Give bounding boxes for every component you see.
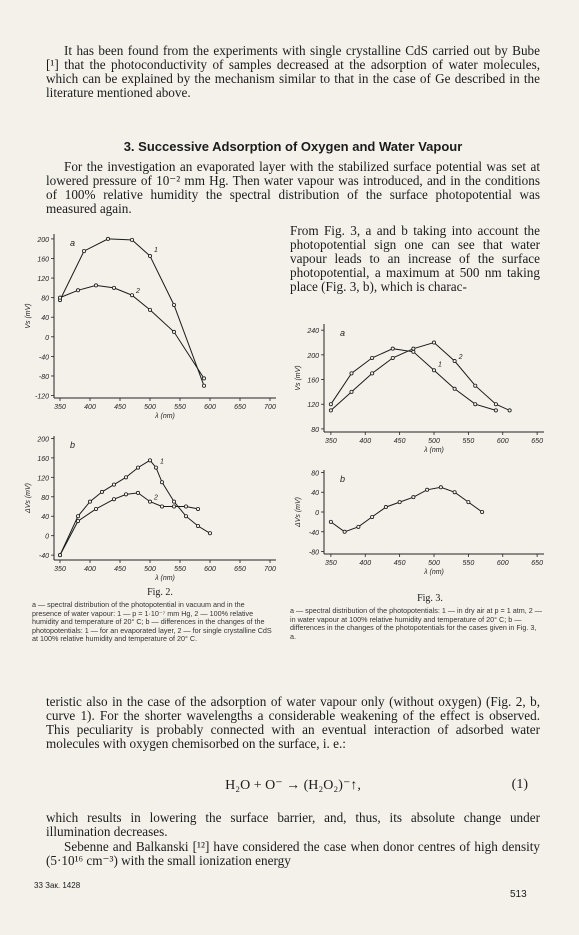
data-point (58, 554, 61, 557)
x-tick-label: 350 (54, 404, 66, 411)
data-point (100, 490, 103, 493)
data-point (439, 486, 442, 489)
fig3b-chart (295, 470, 544, 576)
fig3a-chart (295, 324, 544, 454)
y-tick-label: 40 (41, 315, 49, 323)
data-point (184, 515, 187, 518)
data-point (136, 491, 139, 494)
y-tick-label: -120 (34, 393, 49, 401)
data-point (88, 500, 91, 503)
x-tick-label: 400 (84, 566, 96, 573)
data-point (432, 369, 435, 372)
x-tick-label: 700 (264, 404, 276, 411)
data-point (474, 403, 477, 406)
y-axis-label: ΔVs (mV) (25, 483, 32, 513)
y-tick-label: 0 (45, 533, 49, 541)
x-tick-label: 550 (462, 438, 475, 445)
x-tick-label: 650 (234, 404, 246, 411)
series-label: 1 (154, 247, 158, 255)
series-label: 2 (458, 354, 463, 362)
x-tick-label: 450 (114, 404, 126, 411)
data-point (94, 507, 97, 510)
series-line (331, 349, 496, 411)
data-point (76, 289, 79, 292)
data-point (172, 500, 175, 503)
y-axis-label: ΔVs (mV) (295, 497, 302, 527)
fig2-caption: a — spectral distribution of the photopotential in vacuum and in the presence of water vapour: 1 — p = 1·10⁻⁷ mm Hg, 2 — 100% relative humidity and temperature of 20° C; b — differences in the changes of the photopotentials: 1 — for an evaporated layer, 2 — for single crystalline CdS at 100% relative humidity and temperature of 20° C. (32, 600, 272, 644)
x-tick-label: 400 (84, 404, 96, 411)
x-tick-label: 350 (54, 566, 66, 573)
paragraph-characteristic: teristic also in the case of the adsorption of water vapour only (without oxygen) (Fig. 2, b, curve 1). For the shorter wavelengths a considerable weakening of the effect is observed. This peculiarity is probably connected with an eventual interaction of adsorbed water molecules with oxygen chemisorbed on the surface, i. e.: (46, 694, 540, 751)
data-point (202, 384, 205, 387)
x-tick-label: 650 (531, 438, 543, 445)
section-heading: 3. Successive Adsorption of Oxygen and Water Vapour (123, 139, 463, 154)
data-point (391, 347, 394, 350)
data-point (350, 372, 353, 375)
y-tick-label: 40 (311, 490, 319, 498)
data-point (184, 505, 187, 508)
series-line (60, 285, 204, 378)
x-tick-label: 650 (234, 566, 246, 573)
x-axis-label: λ (nm) (155, 575, 175, 582)
y-tick-label: -40 (38, 553, 49, 561)
data-point (508, 409, 511, 412)
data-point (329, 520, 332, 523)
page-number: 513 (510, 889, 527, 900)
x-axis-label: λ (nm) (424, 569, 444, 576)
data-point (494, 403, 497, 406)
data-point (154, 466, 157, 469)
data-point (106, 237, 109, 240)
data-point (481, 510, 484, 513)
data-point (196, 507, 199, 510)
panel-label: a (340, 328, 346, 338)
y-tick-label: 160 (37, 455, 49, 463)
x-tick-label: 500 (428, 560, 440, 567)
series-label: 2 (136, 288, 140, 296)
fig2a-chart (25, 234, 276, 420)
y-tick-label: -80 (38, 373, 49, 381)
data-point (112, 483, 115, 486)
paragraph-wrap-right: From Fig. 3, a and b taking into account the photopotential sign one can see that water vapour leads to an increase of the surface photopotential, a maximum at 500 nm taking place (Fig. 3, b), which is charac- (290, 223, 540, 294)
data-point (208, 532, 211, 535)
data-point (148, 459, 151, 462)
data-point (453, 387, 456, 390)
panel-label: b (340, 474, 346, 484)
data-point (371, 356, 374, 359)
data-point (76, 515, 79, 518)
x-tick-label: 400 (359, 560, 372, 567)
x-tick-label: 500 (144, 404, 156, 411)
y-tick-label: 80 (41, 494, 49, 502)
data-point (371, 515, 374, 518)
data-point (136, 466, 139, 469)
y-tick-label: 0 (45, 334, 49, 342)
data-point (202, 377, 205, 380)
x-tick-label: 550 (174, 566, 186, 573)
x-tick-label: 600 (204, 566, 216, 573)
y-tick-label: 120 (37, 475, 49, 483)
y-tick-label: 0 (315, 510, 319, 517)
data-point (94, 284, 97, 287)
data-point (474, 384, 477, 387)
data-point (148, 254, 151, 257)
x-tick-label: 500 (144, 566, 156, 573)
x-tick-label: 550 (174, 404, 186, 411)
y-tick-label: 40 (41, 514, 49, 522)
y-tick-label: 80 (311, 426, 319, 434)
data-point (196, 524, 199, 527)
y-tick-label: 80 (41, 295, 49, 303)
y-tick-label: -40 (308, 529, 319, 537)
y-axis-label: Vs (mV) (25, 303, 32, 329)
data-point (160, 505, 163, 508)
print-order-mark: 33 Зак. 1428 (34, 881, 81, 890)
data-point (112, 286, 115, 289)
x-tick-label: 600 (496, 438, 509, 445)
equation-number: (1) (511, 777, 528, 792)
x-tick-label: 600 (204, 404, 216, 411)
paragraph-sebenne: Sebenne and Balkanski [¹²] have considered the case when donor centres of high density (5·10¹⁶ cm⁻³) with the small ionization energy (46, 839, 540, 868)
x-tick-label: 450 (393, 560, 406, 567)
x-tick-label: 450 (114, 566, 126, 573)
data-point (391, 356, 394, 359)
data-point (112, 498, 115, 501)
fig2-caption-title: Fig. 2. (147, 587, 173, 598)
x-axis-label: λ (nm) (424, 447, 444, 454)
fig3-caption-title: Fig. 3. (417, 593, 443, 604)
data-point (494, 409, 497, 412)
data-point (130, 238, 133, 241)
data-point (329, 403, 332, 406)
x-axis-label: λ (nm) (155, 413, 175, 420)
y-tick-label: -80 (308, 549, 319, 557)
data-point (384, 505, 387, 508)
x-tick-label: 500 (428, 438, 440, 445)
fig3-caption: a — spectral distribution of the photopotentials: 1 — in dry air at p = 1 atm, 2 — in water vapour at 100% relative humidity and temperature of 20° C; b — differences in the changes of the photopotentials for the cases given in Fig. 3, a. (290, 606, 542, 641)
fig2b-chart (25, 436, 276, 582)
y-axis-label: Vs (mV) (295, 365, 302, 391)
y-tick-label: 160 (37, 256, 49, 264)
data-point (148, 308, 151, 311)
paragraph-results: which results in lowering the surface barrier, and, thus, its absolute change under illumination decreases. (46, 810, 540, 839)
y-tick-label: -40 (38, 354, 49, 362)
y-tick-label: 160 (307, 377, 319, 385)
series-line (60, 239, 204, 386)
series-line (331, 343, 510, 411)
data-point (130, 294, 133, 297)
data-point (343, 530, 346, 533)
data-point (412, 347, 415, 350)
paragraph-investigation: For the investigation an evaporated layer with the stabilized surface potential was set at lowered pressure of 10⁻² mm Hg. Then water vapour was introduced, and in the conditions of 100% relative humidity the spectral distribution of the surface photopotential was measured again. (46, 159, 540, 216)
y-tick-label: 200 (37, 236, 49, 244)
data-point (82, 250, 85, 253)
data-point (124, 476, 127, 479)
data-point (426, 488, 429, 491)
y-tick-label: 120 (307, 402, 319, 410)
series-label: 1 (438, 361, 442, 369)
data-point (357, 525, 360, 528)
series-line (60, 493, 198, 555)
equation-1 (46, 777, 540, 797)
series-label: 1 (160, 458, 164, 466)
data-point (124, 493, 127, 496)
x-tick-label: 450 (393, 438, 406, 445)
data-point (58, 296, 61, 299)
x-tick-label: 400 (359, 438, 372, 445)
data-point (172, 303, 175, 306)
intro-paragraph: It has been found from the experiments with single crystalline CdS carried out by Bube [¹] that the photoconductivity of samples decreased at the adsorption of water molecules, which can be explained by the mechanism similar to that in the case of Ge described in the literature mentioned above. (46, 43, 540, 100)
x-tick-label: 600 (496, 560, 509, 567)
y-tick-label: 240 (307, 328, 319, 336)
panel-label: b (70, 440, 76, 450)
data-point (371, 372, 374, 375)
data-point (160, 481, 163, 484)
panel-label: a (70, 238, 76, 248)
y-tick-label: 120 (37, 276, 49, 284)
data-point (453, 359, 456, 362)
x-tick-label: 700 (264, 566, 276, 573)
data-point (172, 505, 175, 508)
y-tick-label: 200 (37, 436, 49, 444)
figure-3 (290, 318, 560, 588)
series-line (331, 487, 482, 532)
data-point (412, 496, 415, 499)
data-point (467, 501, 470, 504)
data-point (432, 341, 435, 344)
series-label: 2 (154, 494, 158, 502)
data-point (398, 501, 401, 504)
x-tick-label: 350 (325, 560, 337, 567)
data-point (148, 500, 151, 503)
y-tick-label: 200 (307, 352, 319, 360)
data-point (329, 409, 332, 412)
data-point (453, 491, 456, 494)
x-tick-label: 650 (531, 560, 543, 567)
equation-body: H₂O + O⁻ → (H₂O₂)⁻↑, (225, 778, 361, 793)
data-point (172, 330, 175, 333)
y-tick-label: 80 (311, 470, 319, 478)
figure-2 (22, 228, 290, 588)
data-point (350, 390, 353, 393)
data-point (76, 519, 79, 522)
x-tick-label: 550 (462, 560, 475, 567)
x-tick-label: 350 (325, 438, 337, 445)
